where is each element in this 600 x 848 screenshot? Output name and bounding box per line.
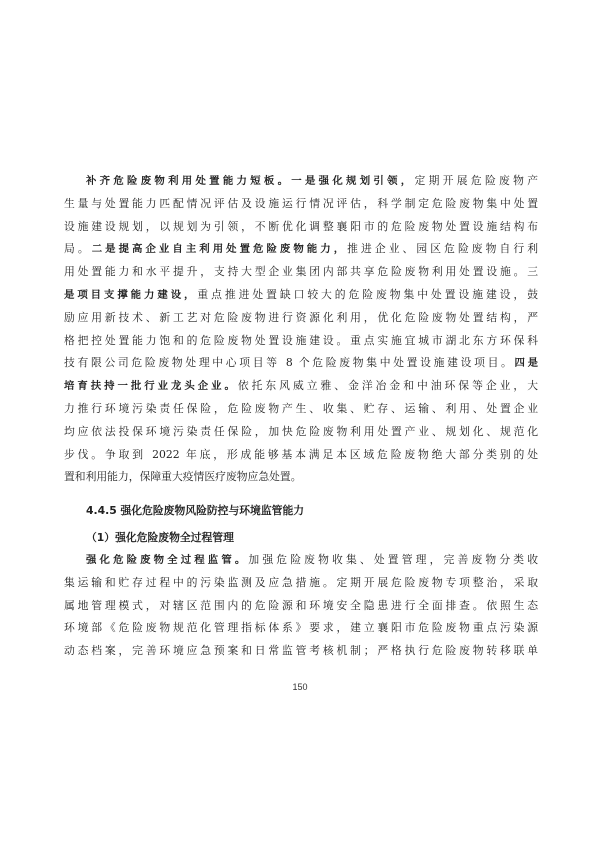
text-line: 集运输和贮存过程中的污染监测及应急措施。定期开展危险废物专项整治，采取	[64, 575, 538, 589]
text-line: 局。二是提高企业自主利用处置危险废物能力，推进企业、园区危险废物自行利	[64, 242, 538, 256]
bold-phrase: 二是提高企业自主利用处置危险废物能力，	[91, 243, 348, 256]
text-line: 属地管理模式，对辖区范围内的危险源和环境安全隐患进行全面排查。依照生态	[64, 598, 538, 612]
text-line: 设施建设规划，以规划为引领，不断优化调整襄阳市的危险废物处置设施结构布	[64, 219, 538, 233]
text-line: 励应用新技术、新工艺对危险废物进行资源化利用，优化危险废物处置结构，严	[64, 310, 538, 324]
text-line: 均应依法投保环境污染责任保险，加快危险废物利用处置产业、规划化、规范化	[64, 424, 538, 438]
text-line: 置和利用能力，保障重大疫情医疗废物应急处置。	[64, 470, 302, 484]
text-line: 技有限公司危险废物处理中心项目等 8 个危险废物集中处置设施建设项目。四是	[64, 356, 538, 370]
subsection-heading: （1）强化危险废物全过程管理	[86, 531, 234, 544]
page-number: 150	[292, 682, 308, 692]
text-line: 力推行环境污染责任保险，危险废物产生、收集、贮存、运输、利用、处置企业	[64, 401, 538, 415]
bold-phrase: 培育扶持一批行业龙头企业。	[64, 380, 238, 393]
text-line: 用处置能力和水平提升，支持大型企业集团内部共享危险废物利用处置设施。三	[64, 265, 538, 279]
bold-phrase: 四是	[514, 357, 538, 370]
bold-lead: 强化危险废物全过程监管。	[86, 554, 249, 566]
text-line: 培育扶持一批行业龙头企业。依托东风威立雅、金洋冶金和中油环保等企业，大	[64, 379, 538, 393]
bold-lead: 补齐危险废物利用处置能力短板。	[86, 175, 292, 187]
section-heading: 4.4.5 强化危险废物风险防控与环境监管能力	[86, 504, 305, 517]
text-line: 步伐。争取到 2022 年底，形成能够基本满足本区域危险废物绝大部分类别的处	[64, 447, 538, 461]
bold-phrase: 是项目支撑能力建设，	[64, 288, 198, 301]
text-line: 格把控处置能力饱和的危险废物处置设施建设。重点实施宜城市湖北东方环保科	[64, 333, 538, 347]
text-line: 动态档案，完善环境应急预案和日常监管考核机制；严格执行危险废物转移联单	[64, 644, 538, 658]
text-line: 强化危险废物全过程监管。加强危险废物收集、处置管理，完善废物分类收	[86, 553, 538, 566]
bold-phrase: 一是强化规划引领，	[291, 175, 415, 187]
text-line: 是项目支撑能力建设，重点推进处置缺口较大的危险废物集中处置设施建设，鼓	[64, 287, 538, 301]
text-line: 补齐危险废物利用处置能力短板。一是强化规划引领，定期开展危险废物产	[86, 174, 538, 187]
paragraph-hazardous-waste-capacity	[64, 170, 538, 489]
text-line: 环境部《危险废物规范化管理指标体系》要求，建立襄阳市危险废物重点污染源	[64, 621, 538, 635]
paragraph-full-process-supervision	[64, 549, 538, 663]
text-line: 生量与处置能力匹配情况评估及设施运行情况评估，科学制定危险废物集中处置	[64, 196, 538, 210]
